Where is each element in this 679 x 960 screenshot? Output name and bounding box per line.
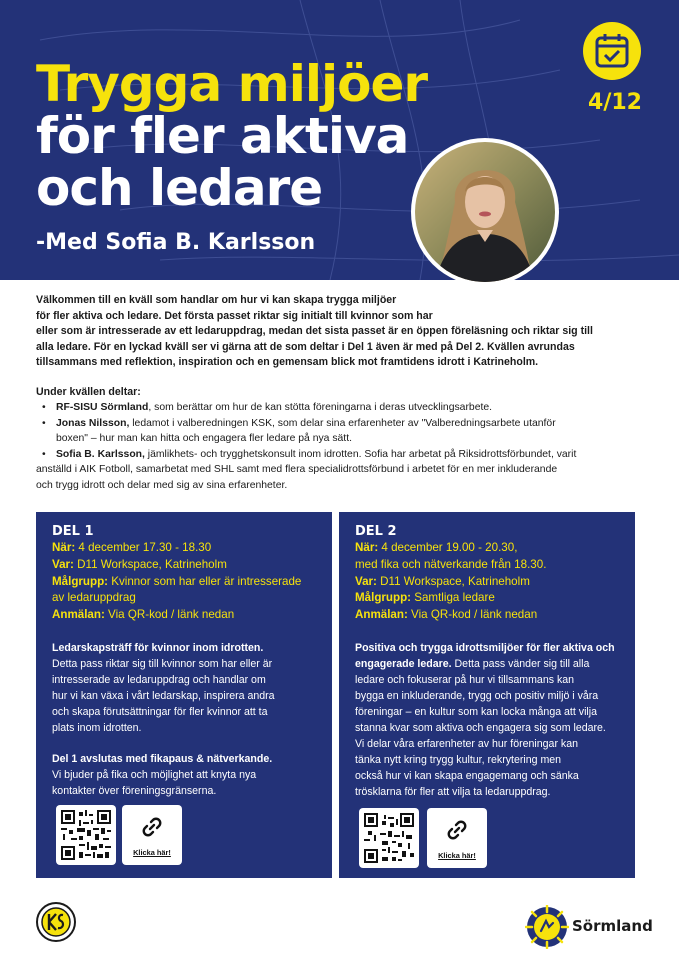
desc-line: intresserade av ledaruppdrag och handlar om bbox=[52, 673, 266, 686]
link-label: Klicka här! bbox=[133, 848, 171, 857]
desc-line: stanna kvar som aktiva och engagera sig som ledare. bbox=[355, 721, 606, 734]
signup-value: Via QR-kod / länk nedan bbox=[104, 608, 235, 622]
participant-text: och trygg idrott och delar med sig av sina erfarenheter. bbox=[36, 479, 288, 491]
participant-text: anställd i AIK Fotboll, samarbetat med SHL samt med flera specialidrottsförbund i arbetet för en mer inkluderande bbox=[36, 464, 558, 476]
list-item bbox=[36, 416, 644, 447]
page-subtitle: -Med Sofia B. Karlsson bbox=[36, 230, 316, 255]
intro-line: Välkommen till en kväll som handlar om hur vi kan skapa trygga miljöer bbox=[36, 294, 397, 306]
speaker-photo bbox=[415, 142, 555, 282]
desc-line: Vi bjuder på fika och möjlighet att knyta nya bbox=[52, 768, 257, 781]
when-value: 4 december 19.00 - 20.30, bbox=[378, 541, 518, 554]
ksk-club-logo bbox=[36, 902, 76, 942]
desc-line: trösklarna för fler att vilja ta ledaruppdrag. bbox=[355, 785, 551, 798]
desc-line: bygga en inkluderande, trygg och positiv miljö i våra bbox=[355, 689, 599, 702]
desc-line: Vi delar våra erfarenheter av hur föreningar kan bbox=[355, 737, 578, 750]
link-icon bbox=[445, 818, 469, 842]
desc-line: plats inom idrotten. bbox=[52, 721, 142, 734]
calendar-check-icon bbox=[595, 33, 629, 69]
desc-heading: Positiva och trygga idrottsmiljöer för fler aktiva och bbox=[355, 641, 615, 654]
group-label: Målgrupp: bbox=[52, 574, 109, 588]
sormland-logo-text: Sörmland bbox=[572, 917, 653, 935]
desc-line: hur vi kan växa i vårt ledarskap, inspirera andra bbox=[52, 689, 275, 702]
intro-line: alla ledare. För en lyckad kväll ser vi gärna att de som deltar i Del 1 även är med på Del 2. Kvällen avrundas bbox=[36, 340, 575, 353]
desc-line: också hur vi kan skapa engagemang och sänka bbox=[355, 769, 579, 782]
title-line-3: och ledare bbox=[36, 159, 323, 217]
when-label: När: bbox=[52, 541, 76, 554]
desc-line: tänka nytt kring trygg kultur, rekrytering men bbox=[355, 753, 562, 766]
participants-heading: Under kvällen deltar: bbox=[36, 386, 141, 398]
desc-heading: engagerade ledare. bbox=[355, 657, 452, 670]
participant-name: Jonas Nilsson, bbox=[56, 417, 130, 429]
del2-link-button[interactable] bbox=[427, 808, 487, 868]
desc-line: Detta pass riktar sig till kvinnor som har eller är bbox=[52, 657, 273, 670]
desc-line: och skapa förutsättningar för fler kvinnor att ta bbox=[52, 705, 268, 718]
intro-line: tillsammans med reflektion, inspiration och en gemensam blick mot framtidens idrott i Katrineholm. bbox=[36, 356, 539, 369]
where-value: D11 Workspace, Katrineholm bbox=[376, 574, 530, 588]
qr-code-icon bbox=[61, 810, 111, 860]
qr-code-icon bbox=[364, 813, 414, 863]
signup-label: Anmälan: bbox=[52, 608, 105, 622]
where-label: Var: bbox=[355, 574, 377, 588]
group-value: av ledaruppdrag bbox=[52, 591, 136, 605]
speaker-portrait bbox=[411, 138, 559, 286]
intro-line: eller som är intresserade av ett ledaruppdrag, medan det sista passet är en öppen föreläsning och riktar sig till bbox=[36, 325, 593, 338]
participant-name: RF-SISU Sörmland bbox=[56, 402, 149, 413]
list-item bbox=[36, 447, 644, 494]
del1-panel bbox=[36, 512, 332, 878]
participant-text: , som berättar om hur de kan stötta föreningarna i deras utvecklingsarbete. bbox=[148, 402, 493, 413]
group-value: Kvinnor som har eller är intresserade bbox=[108, 574, 302, 588]
participant-text: boxen" – hur man kan hitta och engagera fler ledare på nya sätt. bbox=[56, 433, 352, 445]
page-title bbox=[36, 55, 428, 217]
link-label: Klicka här! bbox=[438, 851, 476, 860]
where-value: D11 Workspace, Katrineholm bbox=[73, 557, 227, 571]
participant-name: Sofia B. Karlsson, bbox=[56, 448, 145, 460]
desc-line: ledare och fokuserar på hur vi tillsammans kan bbox=[355, 673, 575, 686]
del1-description bbox=[52, 640, 322, 799]
title-line-1: Trygga miljöer bbox=[36, 55, 428, 113]
del2-panel bbox=[339, 512, 635, 878]
desc-line: kontakter över föreningsgränserna. bbox=[52, 784, 217, 797]
signup-label: Anmälan: bbox=[355, 608, 408, 622]
when-value: med fika och nätverkande från 18.30. bbox=[355, 557, 547, 571]
del1-qr-code[interactable] bbox=[56, 805, 116, 865]
desc-line: föreningar – en kultur som kan locka många att vilja bbox=[355, 705, 598, 718]
group-label: Målgrupp: bbox=[355, 591, 412, 605]
del2-qr-code[interactable] bbox=[359, 808, 419, 868]
intro-text bbox=[36, 293, 626, 371]
when-label: När: bbox=[355, 541, 379, 554]
title-line-2: för fler aktiva bbox=[36, 107, 409, 165]
participant-text: ledamot i valberedningen KSK, som delar sina erfarenheter av "Valberedningsarbete utanför bbox=[129, 417, 556, 429]
rf-sisu-logo bbox=[525, 905, 569, 949]
desc-line: Detta pass vänder sig till alla bbox=[451, 657, 590, 670]
del1-info bbox=[52, 540, 322, 624]
del1-title: DEL 1 bbox=[52, 524, 94, 539]
when-value: 4 december 17.30 - 18.30 bbox=[75, 541, 212, 554]
signup-value: Via QR-kod / länk nedan bbox=[407, 608, 538, 622]
link-icon bbox=[140, 815, 164, 839]
del2-info bbox=[355, 540, 625, 624]
participant-text: jämlikhets- och trygghetskonsult inom idrotten. Sofia har arbetat på Riksidrottsförbundet, varit bbox=[144, 448, 577, 460]
del1-link-button[interactable] bbox=[122, 805, 182, 865]
header-banner bbox=[0, 0, 679, 280]
intro-line: för fler aktiva och ledare. Det första passet riktar sig initialt till kvinnor som har bbox=[36, 309, 433, 322]
date-badge: 4/12 bbox=[588, 90, 642, 115]
desc-heading: Del 1 avslutas med fikapaus & nätverkande. bbox=[52, 752, 273, 765]
del2-description bbox=[355, 640, 625, 800]
group-value: Samtliga ledare bbox=[411, 591, 495, 605]
del2-title: DEL 2 bbox=[355, 524, 397, 539]
calendar-badge bbox=[583, 22, 641, 80]
where-label: Var: bbox=[52, 557, 74, 571]
list-item bbox=[36, 400, 644, 416]
participants-list bbox=[36, 400, 644, 494]
desc-heading: Ledarskapsträff för kvinnor inom idrotten. bbox=[52, 641, 264, 654]
